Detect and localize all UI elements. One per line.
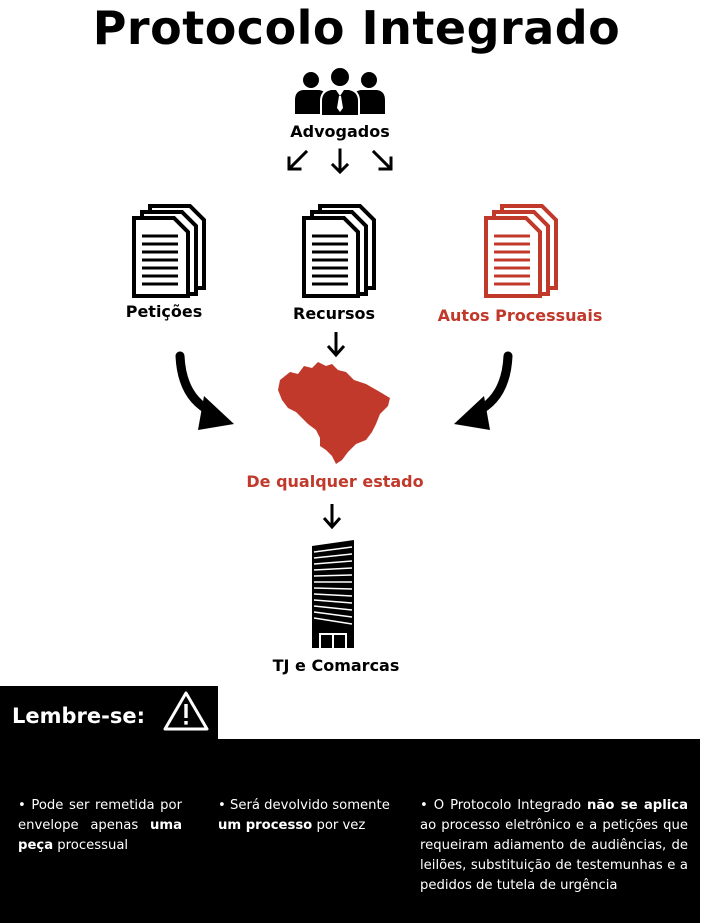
split-arrows-icon	[284, 146, 396, 178]
advogados-label: Advogados	[290, 122, 390, 141]
lawyers-icon	[289, 66, 391, 116]
document-icon	[130, 202, 208, 298]
brazil-map-icon	[276, 358, 396, 468]
reminder-item: • Pode ser remetida por envelope apenas uma peça processual	[18, 798, 182, 853]
tj-label: TJ e Comarcas	[272, 656, 400, 675]
reminder-heading: Lembre-se:	[12, 704, 145, 728]
building-icon	[306, 538, 360, 650]
peticoes-label: Petições	[125, 302, 203, 321]
reminder-item: • Será devolvido somente um processo por vez	[218, 798, 390, 833]
recursos-label: Recursos	[293, 304, 375, 323]
curved-arrow-icon	[448, 350, 518, 432]
page-title: Protocolo Integrado	[92, 1, 621, 55]
autos-label: Autos Processuais	[437, 306, 603, 325]
document-icon	[482, 202, 560, 298]
curved-arrow-icon	[170, 350, 240, 432]
estado-label: De qualquer estado	[246, 472, 424, 491]
reminder-item: • O Protocolo Integrado não se aplica ao processo eletrônico e a petições que requeiram adiamento de audiências, de leilões, substituição de testemunhas e a pedidos de tutela de urgência	[420, 798, 688, 893]
document-icon	[300, 202, 378, 298]
warning-icon	[162, 690, 210, 732]
arrow-down-icon	[324, 330, 348, 358]
arrow-down-icon	[320, 502, 344, 530]
